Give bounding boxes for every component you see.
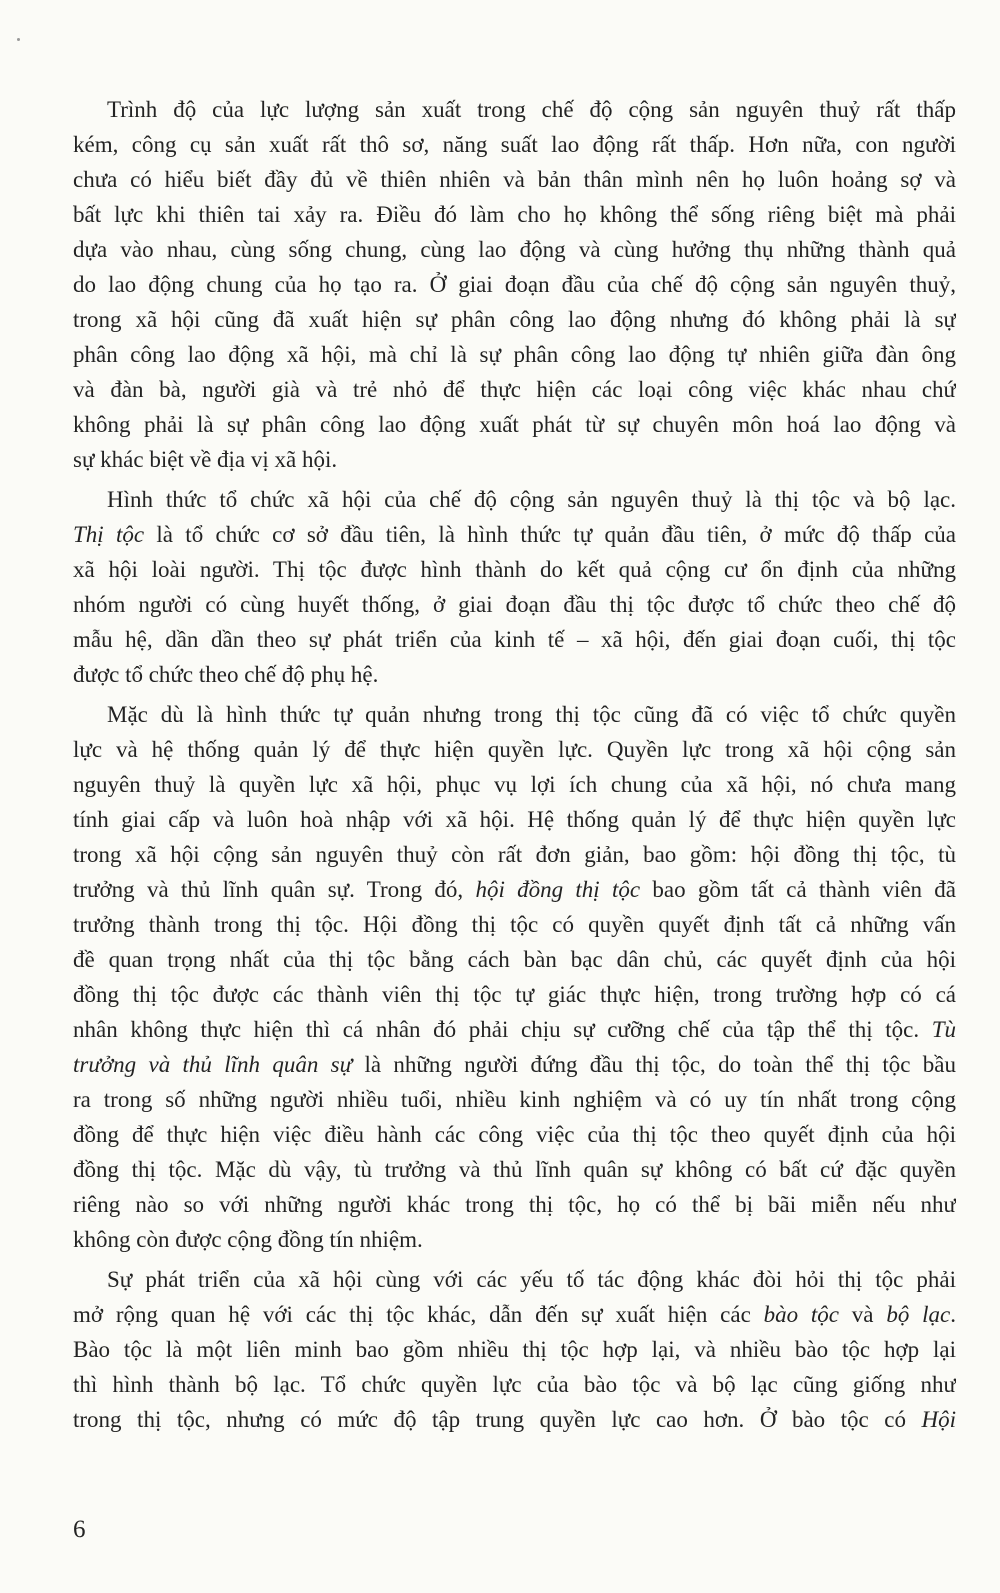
text-line (73, 767, 956, 802)
text-line (73, 872, 956, 907)
text-run: bất lực khi thiên tai xảy ra. Điều đó làm cho họ không thể sống riêng biệt mà phải (73, 202, 956, 227)
text-run: nhóm người có cùng huyết thống, ở giai đoạn đầu thị tộc được tổ chức theo chế độ (73, 592, 956, 617)
text-run: Bào tộc là một liên minh bao gồm nhiều thị tộc hợp lại, và nhiều bào tộc hợp lại (73, 1337, 956, 1362)
text-run: và (839, 1302, 887, 1327)
text-run: đồng thị tộc được các thành viên thị tộc tự giác thực hiện, trong trường hợp có cá (73, 982, 956, 1007)
text-run: phân công lao động xã hội, mà chỉ là sự phân công lao động tự nhiên giữa đàn ông (73, 342, 956, 367)
text-line (73, 622, 956, 657)
text-line (73, 977, 956, 1012)
text-line (73, 1222, 956, 1257)
text-run: và đàn bà, người già và trẻ nhỏ để thực hiện các loại công việc khác nhau chứ (73, 377, 956, 402)
italic-term: trưởng và thủ lĩnh quân sự (73, 1052, 353, 1077)
text-line (73, 657, 956, 692)
text-run: thì hình thành bộ lạc. Tổ chức quyền lực của bào tộc và bộ lạc cũng giống như (73, 1372, 956, 1397)
text-line (73, 837, 956, 872)
text-line (73, 197, 956, 232)
text-run: là tổ chức cơ sở đầu tiên, là hình thức tự quản đầu tiên, ở mức độ thấp của (144, 522, 956, 547)
text-line (73, 697, 956, 732)
italic-term: bào tộc (763, 1302, 839, 1327)
text-run: ra trong số những người nhiều tuổi, nhiều kinh nghiệm và có uy tín nhất trong cộng (73, 1087, 956, 1112)
text-line (73, 1332, 956, 1367)
italic-term: bộ lạc (886, 1302, 951, 1327)
text-run: Mặc dù là hình thức tự quản nhưng trong thị tộc cũng đã có việc tổ chức quyền (107, 702, 956, 727)
italic-term: Thị tộc (73, 522, 145, 547)
italic-term: Tù (931, 1017, 956, 1042)
paragraph (73, 92, 956, 477)
text-line (73, 732, 956, 767)
text-line (73, 1262, 956, 1297)
text-line (73, 1402, 956, 1437)
text-run: xã hội loài người. Thị tộc được hình thành do kết quả cộng cư ổn định của những (73, 557, 956, 582)
text-line (73, 1117, 956, 1152)
text-run: đồng thị tộc. Mặc dù vậy, tù trưởng và thủ lĩnh quân sự không có bất cứ đặc quyền (73, 1157, 956, 1182)
text-run: riêng nào so với những người khác trong thị tộc, họ có thể bị bãi miễn nếu như (73, 1192, 956, 1217)
text-line (73, 1367, 956, 1402)
text-run: nhân không thực hiện thì cá nhân đó phải chịu sự cưỡng chế của tập thể thị tộc. (73, 1017, 932, 1042)
text-line (73, 1047, 956, 1082)
text-run: trong thị tộc, nhưng có mức độ tập trung quyền lực cao hơn. Ở bào tộc có (73, 1407, 922, 1432)
text-run: không phải là sự phân công lao động xuất phát từ sự chuyên môn hoá lao động và (73, 412, 956, 437)
paragraph (73, 1262, 956, 1437)
text-line (73, 162, 956, 197)
text-line (73, 92, 956, 127)
text-line (73, 942, 956, 977)
text-line (73, 442, 956, 477)
text-run: trưởng và thủ lĩnh quân sự. Trong đó, (73, 877, 476, 902)
text-run: chưa có hiểu biết đầy đủ về thiên nhiên và bản thân mình nên họ luôn hoảng sợ và (73, 167, 956, 192)
italic-term: Hội (921, 1407, 956, 1432)
text-run: do lao động chung của họ tạo ra. Ở giai đoạn đầu của chế độ cộng sản nguyên thuỷ, (73, 272, 956, 297)
text-run: nguyên thuỷ là quyền lực xã hội, phục vụ lợi ích chung của xã hội, nó chưa mang (73, 772, 956, 797)
text-run: mẫu hệ, dần dần theo sự phát triển của kinh tế – xã hội, đến giai đoạn cuối, thị tộc (73, 627, 956, 652)
text-line (73, 1297, 956, 1332)
text-run: là những người đứng đầu thị tộc, do toàn thể thị tộc bầu (352, 1052, 956, 1077)
text-run: tính giai cấp và luôn hoà nhập với xã hội. Hệ thống quản lý để thực hiện quyền lực (73, 807, 956, 832)
text-line (73, 1152, 956, 1187)
body-text (73, 92, 956, 1442)
text-line (73, 302, 956, 337)
text-line (73, 802, 956, 837)
text-run: được tổ chức theo chế độ phụ hệ. (73, 662, 379, 687)
text-run: lực và hệ thống quản lý để thực hiện quyền lực. Quyền lực trong xã hội cộng sản (73, 737, 956, 762)
text-run: không còn được cộng đồng tín nhiệm. (73, 1227, 423, 1252)
text-line (73, 337, 956, 372)
text-line (73, 127, 956, 162)
text-run: Hình thức tổ chức xã hội của chế độ cộng sản nguyên thuỷ là thị tộc và bộ lạc. (107, 487, 956, 512)
text-run: bao gồm tất cả thành viên đã (640, 877, 956, 902)
text-run: trong xã hội cộng sản nguyên thuỷ còn rất đơn giản, bao gồm: hội đồng thị tộc, tù (73, 842, 956, 867)
text-line (73, 1012, 956, 1047)
text-line (73, 1082, 956, 1117)
text-run: sự khác biệt về địa vị xã hội. (73, 447, 338, 472)
text-line (73, 407, 956, 442)
text-run: . (950, 1302, 956, 1327)
text-run: đề quan trọng nhất của thị tộc bằng cách bàn bạc dân chủ, các quyết định của hội (73, 947, 956, 972)
text-run: Sự phát triển của xã hội cùng với các yếu tố tác động khác đòi hỏi thị tộc phải (107, 1267, 956, 1292)
scan-speck (17, 38, 20, 41)
text-run: trong xã hội cũng đã xuất hiện sự phân công lao động nhưng đó không phải là sự (73, 307, 956, 332)
italic-term: hội đồng thị tộc (475, 877, 641, 902)
text-run: dựa vào nhau, cùng sống chung, cùng lao động và cùng hưởng thụ những thành quả (73, 237, 956, 262)
text-run: mở rộng quan hệ với các thị tộc khác, dẫn đến sự xuất hiện các (73, 1302, 764, 1327)
text-line (73, 552, 956, 587)
text-run: Trình độ của lực lượng sản xuất trong chế độ cộng sản nguyên thuỷ rất thấp (107, 97, 956, 122)
paragraph (73, 482, 956, 692)
text-run: đồng để thực hiện việc điều hành các công việc của thị tộc theo quyết định của hội (73, 1122, 956, 1147)
text-line (73, 482, 956, 517)
text-line (73, 1187, 956, 1222)
text-line (73, 907, 956, 942)
text-line (73, 232, 956, 267)
paragraph (73, 697, 956, 1257)
text-run: kém, công cụ sản xuất rất thô sơ, năng suất lao động rất thấp. Hơn nữa, con người (73, 132, 956, 157)
text-line (73, 517, 956, 552)
text-line (73, 372, 956, 407)
text-line (73, 267, 956, 302)
text-line (73, 587, 956, 622)
page-number: 6 (73, 1516, 86, 1543)
text-run: trưởng thành trong thị tộc. Hội đồng thị tộc có quyền quyết định tất cả những vấn (73, 912, 956, 937)
